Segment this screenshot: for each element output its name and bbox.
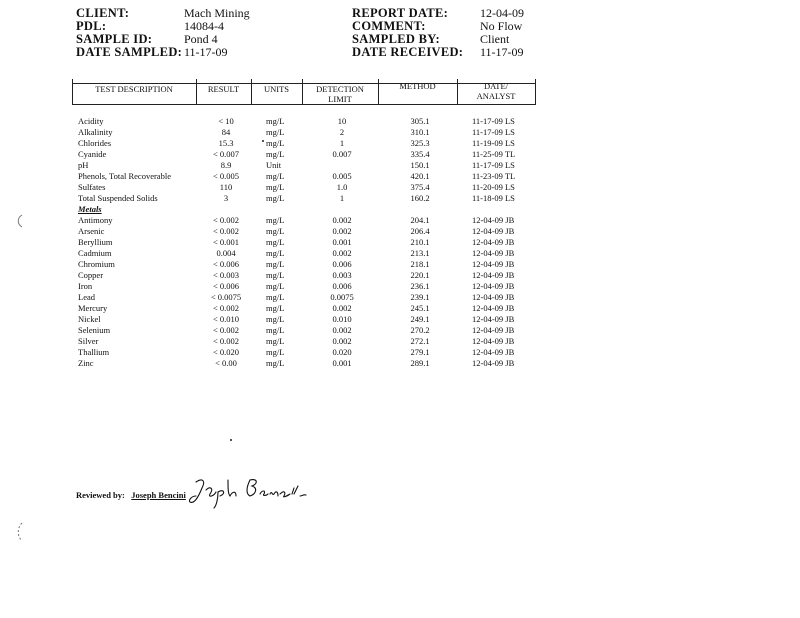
units-value: mg/L [266, 149, 285, 159]
comment-value: No Flow [480, 19, 523, 33]
sampled-by-value: Client [480, 32, 510, 46]
detection-limit-value: 0.007 [332, 149, 352, 159]
test-name: Beryllium [78, 237, 113, 247]
method-value: 375.4 [410, 182, 430, 192]
reviewed-by-line [76, 490, 186, 500]
test-name: Acidity [78, 116, 104, 126]
method-value: 206.4 [410, 226, 430, 236]
table-row [0, 303, 800, 314]
method-value: 325.3 [410, 138, 430, 148]
method-value: 210.1 [410, 237, 430, 247]
test-name: Chromium [78, 259, 115, 269]
method-value: 150.1 [410, 160, 430, 170]
date-analyst-value: 11-20-09 LS [472, 182, 515, 192]
result-value: < 0.00 [215, 358, 237, 368]
units-value: mg/L [266, 303, 285, 313]
detection-limit-value: 0.010 [332, 314, 352, 324]
method-value: 335.4 [410, 149, 430, 159]
units-value: mg/L [266, 358, 285, 368]
scan-mark [16, 522, 24, 542]
method-value: 236.1 [410, 281, 430, 291]
result-value: < 0.002 [212, 226, 240, 236]
client-label: CLIENT: [76, 6, 130, 20]
date-analyst-value: 12-04-09 JB [472, 281, 515, 291]
test-name: Thallium [78, 347, 110, 357]
date-analyst-value: 12-04-09 JB [472, 325, 515, 335]
table-row [0, 325, 800, 336]
units-value: mg/L [266, 270, 285, 280]
date-analyst-value: 11-19-09 LS [472, 138, 515, 148]
result-value: < 0.003 [212, 270, 240, 280]
table-row [0, 259, 800, 270]
table-row [0, 314, 800, 325]
date-received-label: DATE RECEIVED: [352, 45, 464, 59]
scan-speck [230, 439, 232, 441]
units-value: mg/L [266, 226, 285, 236]
detection-limit-value: 1 [339, 138, 345, 148]
pdl-label: PDL: [76, 19, 107, 33]
test-name: Copper [78, 270, 104, 280]
table-row [0, 116, 800, 127]
table-row [0, 215, 800, 226]
units-value: mg/L [266, 138, 285, 148]
test-name: pH [78, 160, 89, 170]
result-value: < 10 [218, 116, 234, 126]
test-name: Cadmium [78, 248, 112, 258]
detection-limit-value: 10 [337, 116, 347, 126]
col-detection-limit-line2: LIMIT [328, 94, 352, 104]
date-analyst-value: 12-04-09 JB [472, 259, 515, 269]
pdl-value: 14084-4 [184, 19, 224, 33]
report-date-value: 12-04-09 [480, 6, 524, 20]
col-test-description: TEST DESCRIPTION [95, 84, 173, 94]
test-name: Chlorides [78, 138, 112, 148]
table-row [0, 347, 800, 358]
result-value: < 0.002 [212, 325, 240, 335]
method-value: 420.1 [410, 171, 430, 181]
test-name: Silver [78, 336, 99, 346]
scan-mark [16, 214, 24, 228]
detection-limit-value: 0.002 [332, 215, 352, 225]
reviewer-name: Joseph Bencini [131, 490, 186, 500]
col-method: METHOD [399, 81, 436, 91]
detection-limit-value: 0.002 [332, 336, 352, 346]
table-row [0, 182, 800, 193]
result-value: < 0.020 [212, 347, 240, 357]
detection-limit-value: 0.001 [332, 237, 352, 247]
date-analyst-value: 12-04-09 JB [472, 292, 515, 302]
table-row [0, 292, 800, 303]
test-name: Lead [78, 292, 95, 302]
result-value: 3 [223, 193, 229, 203]
units-value: mg/L [266, 193, 285, 203]
method-value: 249.1 [410, 314, 430, 324]
method-value: 270.2 [410, 325, 430, 335]
method-value: 245.1 [410, 303, 430, 313]
result-value: < 0.0075 [210, 292, 242, 302]
date-analyst-value: 12-04-09 JB [472, 237, 515, 247]
detection-limit-value: 0.003 [332, 270, 352, 280]
table-row [0, 270, 800, 281]
detection-limit-value: 1.0 [336, 182, 348, 192]
result-value: < 0.002 [212, 303, 240, 313]
method-value: 272.1 [410, 336, 430, 346]
date-analyst-value: 12-04-09 JB [472, 248, 515, 258]
units-value: mg/L [266, 292, 285, 302]
method-value: 204.1 [410, 215, 430, 225]
units-value: mg/L [266, 127, 285, 137]
col-detection-limit [302, 84, 378, 104]
col-date-analyst [457, 81, 535, 101]
col-date-analyst-line1: DATE/ [483, 81, 509, 91]
method-value: 305.1 [410, 116, 430, 126]
table-row [0, 248, 800, 259]
signature-image [188, 474, 308, 510]
test-name: Mercury [78, 303, 108, 313]
table-row [0, 281, 800, 292]
result-value: < 0.001 [212, 237, 240, 247]
method-value: 213.1 [410, 248, 430, 258]
units-value: Unit [266, 160, 282, 170]
method-value: 220.1 [410, 270, 430, 280]
date-analyst-value: 12-04-09 JB [472, 314, 515, 324]
col-date-analyst-line2: ANALYST [476, 91, 516, 101]
result-value: < 0.007 [212, 149, 240, 159]
result-value: < 0.002 [212, 336, 240, 346]
detection-limit-value: 0.002 [332, 303, 352, 313]
method-value: 289.1 [410, 358, 430, 368]
result-value: 84 [221, 127, 231, 137]
detection-limit-value: 2 [339, 127, 345, 137]
test-name: Alkalinity [78, 127, 113, 137]
method-value: 310.1 [410, 127, 430, 137]
table-row [0, 358, 800, 369]
table-row [0, 160, 800, 171]
date-analyst-value: 11-17-09 LS [472, 160, 515, 170]
date-analyst-value: 11-17-09 LS [472, 127, 515, 137]
detection-limit-value: 0.002 [332, 226, 352, 236]
units-value: mg/L [266, 215, 285, 225]
test-name: Iron [78, 281, 93, 291]
result-value: < 0.006 [212, 281, 240, 291]
metals-section-label: Metals [78, 204, 102, 214]
date-analyst-value: 12-04-09 JB [472, 270, 515, 280]
table-row [0, 127, 800, 138]
result-value: 110 [219, 182, 233, 192]
table-row [0, 171, 800, 182]
test-name: Phenols, Total Recoverable [78, 171, 171, 181]
table-row [0, 138, 800, 149]
sample-id-label: SAMPLE ID: [76, 32, 153, 46]
table-row [0, 226, 800, 237]
result-value: 0.004 [216, 248, 236, 258]
test-name: Sulfates [78, 182, 106, 192]
col-units: UNITS [263, 84, 290, 94]
units-value: mg/L [266, 325, 285, 335]
units-value: mg/L [266, 116, 285, 126]
metals-section-row [0, 204, 800, 215]
detection-limit-value: 0.002 [332, 325, 352, 335]
col-result: RESULT [207, 84, 240, 94]
detection-limit-value: 0.001 [332, 358, 352, 368]
test-name: Nickel [78, 314, 101, 324]
date-analyst-value: 12-04-09 JB [472, 303, 515, 313]
result-value: < 0.010 [212, 314, 240, 324]
date-sampled-value: 11-17-09 [184, 45, 228, 59]
units-value: mg/L [266, 259, 285, 269]
method-value: 160.2 [410, 193, 430, 203]
test-name: Arsenic [78, 226, 105, 236]
comment-label: COMMENT: [352, 19, 426, 33]
detection-limit-value: 1 [339, 193, 345, 203]
test-name: Cyanide [78, 149, 107, 159]
result-value: 8.9 [220, 160, 232, 170]
table-row [0, 193, 800, 204]
detection-limit-value: 0.006 [332, 281, 352, 291]
method-value: 239.1 [410, 292, 430, 302]
result-value: 15.3 [218, 138, 234, 148]
table-row [0, 336, 800, 347]
units-value: mg/L [266, 182, 285, 192]
units-value: mg/L [266, 171, 285, 181]
units-value: mg/L [266, 237, 285, 247]
date-analyst-value: 12-04-09 JB [472, 215, 515, 225]
reviewed-by-label: Reviewed by: [76, 490, 125, 500]
header-divider [535, 79, 536, 104]
scan-speck [262, 140, 264, 142]
date-analyst-value: 11-17-09 LS [472, 116, 515, 126]
result-value: < 0.002 [212, 215, 240, 225]
result-value: < 0.005 [212, 171, 240, 181]
detection-limit-value: 0.006 [332, 259, 352, 269]
table-row [0, 237, 800, 248]
detection-limit-value: 0.0075 [330, 292, 354, 302]
col-detection-limit-line1: DETECTION [316, 84, 364, 94]
test-name: Total Suspended Solids [78, 193, 158, 203]
units-value: mg/L [266, 347, 285, 357]
date-analyst-value: 12-04-09 JB [472, 336, 515, 346]
table-row [0, 149, 800, 160]
date-sampled-label: DATE SAMPLED: [76, 45, 183, 59]
units-value: mg/L [266, 281, 285, 291]
units-value: mg/L [266, 336, 285, 346]
sample-id-value: Pond 4 [184, 32, 218, 46]
table-header [72, 79, 536, 105]
sampled-by-label: SAMPLED BY: [352, 32, 440, 46]
date-analyst-value: 11-23-09 TL [472, 171, 516, 181]
units-value: mg/L [266, 248, 285, 258]
method-value: 218.1 [410, 259, 430, 269]
date-received-value: 11-17-09 [480, 45, 524, 59]
client-value: Mach Mining [184, 6, 250, 20]
date-analyst-value: 11-25-09 TL [472, 149, 516, 159]
date-analyst-value: 12-04-09 JB [472, 347, 515, 357]
test-name: Zinc [78, 358, 94, 368]
result-value: < 0.006 [212, 259, 240, 269]
report-date-label: REPORT DATE: [352, 6, 449, 20]
detection-limit-value: 0.005 [332, 171, 352, 181]
date-analyst-value: 12-04-09 JB [472, 226, 515, 236]
date-analyst-value: 11-18-09 LS [472, 193, 515, 203]
method-value: 279.1 [410, 347, 430, 357]
date-analyst-value: 12-04-09 JB [472, 358, 515, 368]
units-value: mg/L [266, 314, 285, 324]
test-name: Selenium [78, 325, 111, 335]
detection-limit-value: 0.020 [332, 347, 352, 357]
detection-limit-value: 0.002 [332, 248, 352, 258]
test-name: Antimony [78, 215, 113, 225]
